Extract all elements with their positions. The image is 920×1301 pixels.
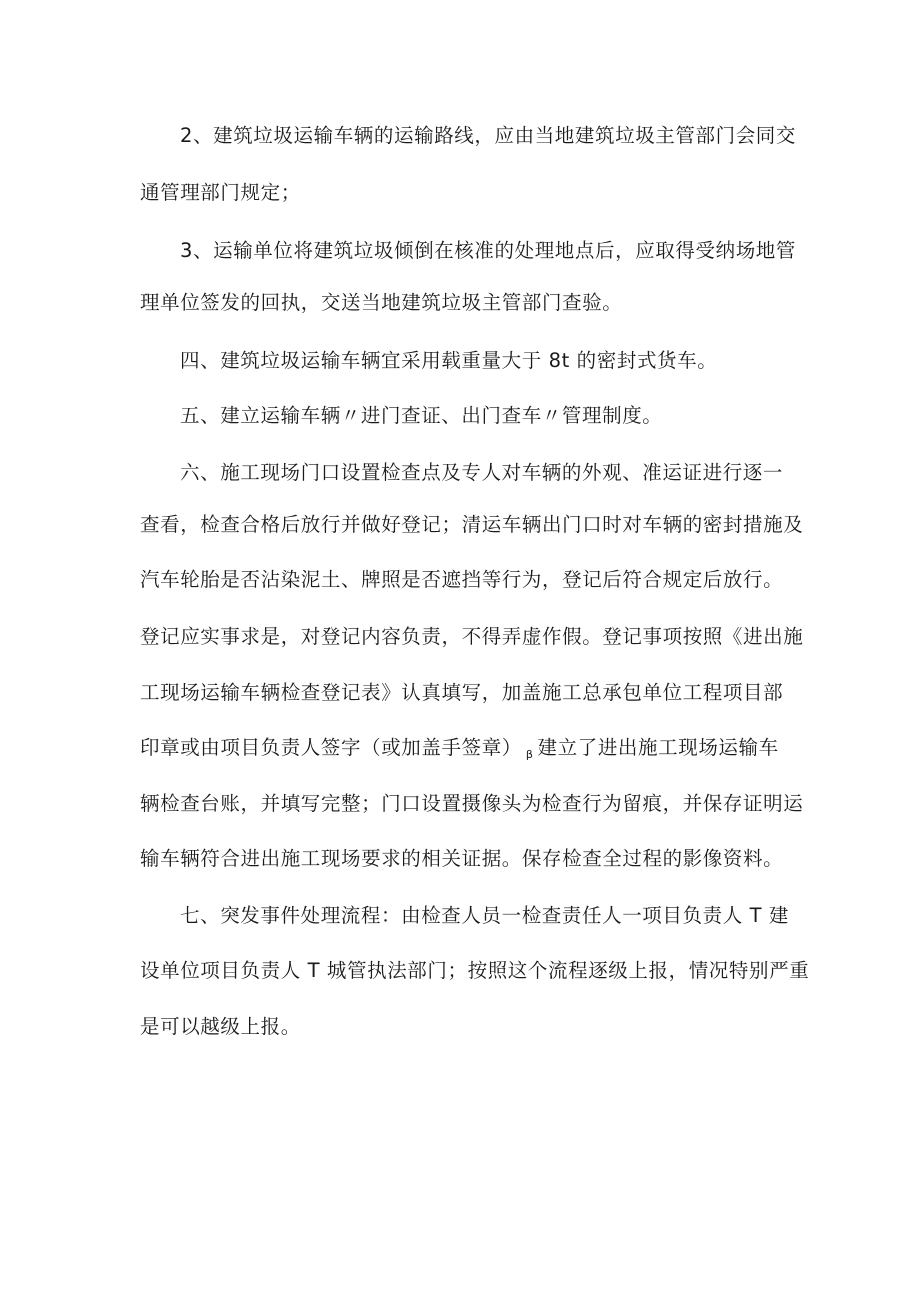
text-line: 六、施工现场门口设置检查点及专人对车辆的外观、准运证进行逐一 <box>180 461 784 484</box>
text-line: 输车辆符合进出施工现场要求的相关证据。保存检查全过程的影像资料。 <box>140 847 784 870</box>
text-segment: 印章或由项目负责人签字（或加盖手签章） <box>140 736 522 759</box>
text-line: 2、建筑垃圾运输车辆的运输路线，应由当地建筑垃圾主管部门会同交 <box>180 124 797 147</box>
text-line: 辆检查台账，并填写完整；门口设置摄像头为检查行为留痕，并保存证明运 <box>140 792 804 815</box>
text-line: 登记应实事求是，对登记内容负责，不得弄虚作假。登记事项按照《进出施 <box>140 625 804 648</box>
text-line <box>140 734 800 769</box>
text-line: 查看，检查合格后放行并做好登记；清运车辆出门口时对车辆的密封措施及 <box>140 513 804 536</box>
text-segment: 建立了进出施工现场运输车 <box>537 736 779 759</box>
text-line: 四、建筑垃圾运输车辆宜采用载重量大于 8t 的密封式货车。 <box>180 349 718 372</box>
text-line: 通管理部门规定； <box>140 181 301 204</box>
text-line: 是可以越级上报。 <box>140 1015 301 1038</box>
text-line: 工现场运输车辆检查登记表》认真填写，加盖施工总承包单位工程项目部 <box>140 681 784 704</box>
text-line: 理单位签发的回执，交送当地建筑垃圾主管部门查验。 <box>140 291 623 314</box>
text-line: 汽车轮胎是否沾染泥土、牌照是否遮挡等行为，登记后符合规定后放行。 <box>140 568 784 591</box>
text-line: 设单位项目负责人 T 城管执法部门；按照这个流程逐级上报，情况特别严重 <box>140 959 810 982</box>
text-line: 七、突发事件处理流程：由检查人员一检查责任人一项目负责人 T 建 <box>180 904 790 927</box>
text-line: 五、建立运输车辆〃进门查证、出门查车〃管理制度。 <box>180 404 663 427</box>
text-line: 3、运输单位将建筑垃圾倾倒在核准的处理地点后，应取得受纳场地管 <box>180 239 797 262</box>
subscript-mark: β <box>525 748 534 761</box>
